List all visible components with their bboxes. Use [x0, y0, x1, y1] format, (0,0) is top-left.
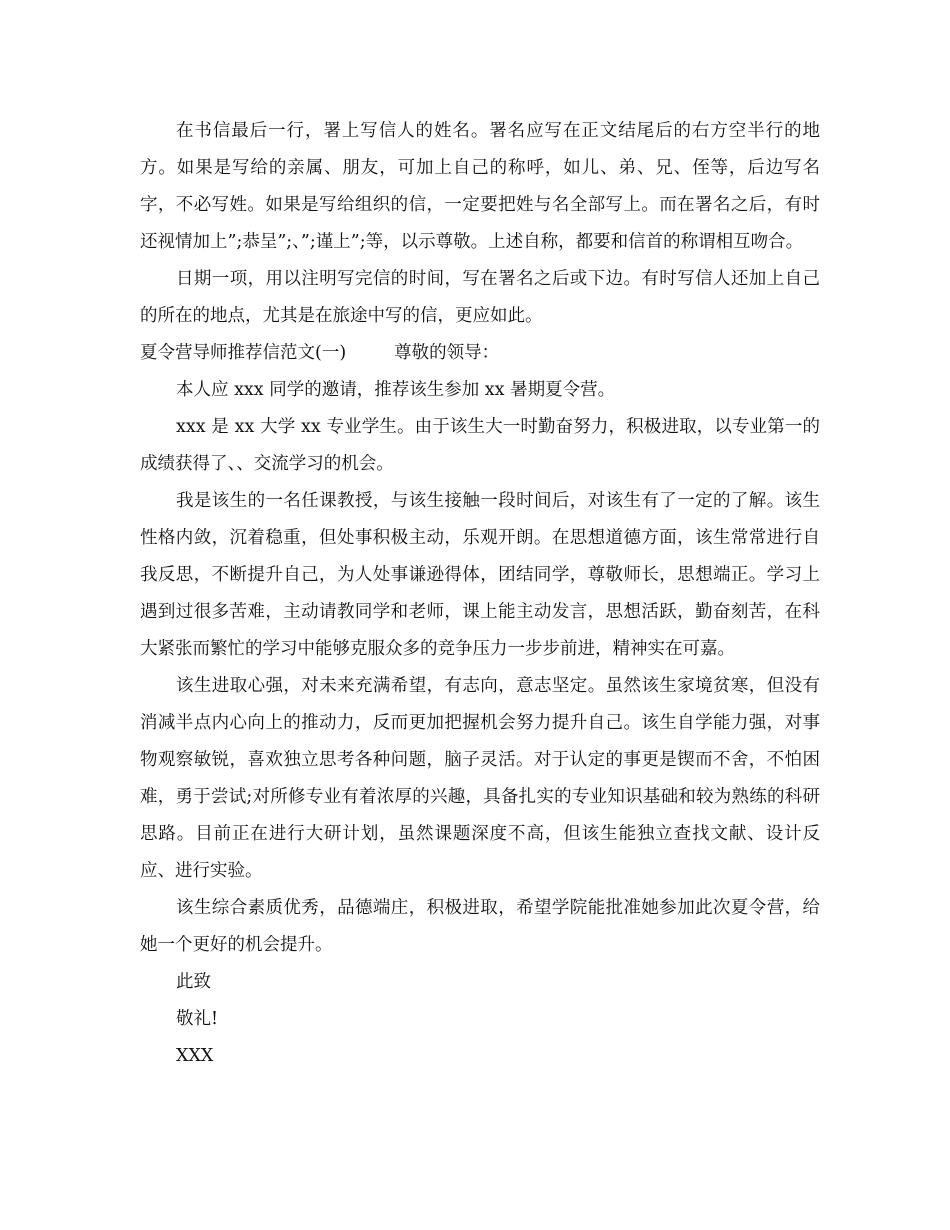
paragraph-invitation: 本人应 xxx 同学的邀请，推荐该生参加 xx 暑期夏令营。	[176, 380, 616, 400]
letter-salutation: 尊敬的领导：	[394, 343, 500, 363]
paragraph-date-rules: 日期一项，用以注明写完信的时间，写在署名之后或下边。有时写信人还加上自己的所在的地点，尤其是在旅途中写的信，更应如此。	[140, 269, 820, 326]
paragraph-signature-rules: 在书信最后一行，署上写信人的姓名。署名应写在正文结尾后的右方空半行的地方。如果是写给的亲属、朋友，可加上自己的称呼，如儿、弟、兄、侄等，后边写名字，不必写姓。如果是写给组织的信，一定要把姓与名全部写上。而在署名之后，有时还视情加上”;恭呈”;、”;谨上”;等，以示尊敬。上述自称，都要和信首的称谓相互吻合。	[140, 121, 820, 252]
paragraph-character: 我是该生的一名任课教授，与该生接触一段时间后，对该生有了一定的了解。该生性格内敛，沉着稳重，但处事积极主动，乐观开朗。在思想道德方面，该生常常进行自我反思，不断提升自己，为人处事谦逊得体，团结同学，尊敬师长，思想端正。学习上遇到过很多苦难，主动请教同学和老师，课上能主动发言，思想活跃，勤奋刻苦，在科大紧张而繁忙的学习中能够克服众多的竞争压力一步步前进，精神实在可嘉。	[140, 491, 820, 659]
signature: XXX	[176, 1046, 214, 1066]
letter-heading-line	[140, 335, 820, 372]
closing-line-1: 此致	[176, 972, 211, 992]
closing-line-2: 敬礼!	[176, 1009, 219, 1029]
paragraph-student-intro: xxx 是 xx 大学 xx 专业学生。由于该生大一时勤奋努力，积极进取，以专业第一的成绩获得了、、交流学习的机会。	[140, 417, 820, 474]
paragraph-recommendation: 该生综合素质优秀，品德端庄，积极进取，希望学院能批准她参加此次夏令营，给她一个更好的机会提升。	[140, 898, 820, 955]
paragraph-motivation: 该生进取心强，对未来充满希望，有志向，意志坚定。虽然该生家境贫寒，但没有消减半点内心向上的推动力，反而更加把握机会努力提升自己。该生自学能力强，对事物观察敏锐，喜欢独立思考各种问题，脑子灵活。对于认定的事更是锲而不舍，不怕困难，勇于尝试;对所修专业有着浓厚的兴趣，具备扎实的专业知识基础和较为熟练的科研思路。目前正在进行大研计划，虽然课题深度不高，但该生能独立查找文献、设计反应、进行实验。	[140, 676, 820, 881]
document-page	[140, 113, 820, 1075]
letter-title: 夏令营导师推荐信范文(一)	[140, 343, 347, 363]
